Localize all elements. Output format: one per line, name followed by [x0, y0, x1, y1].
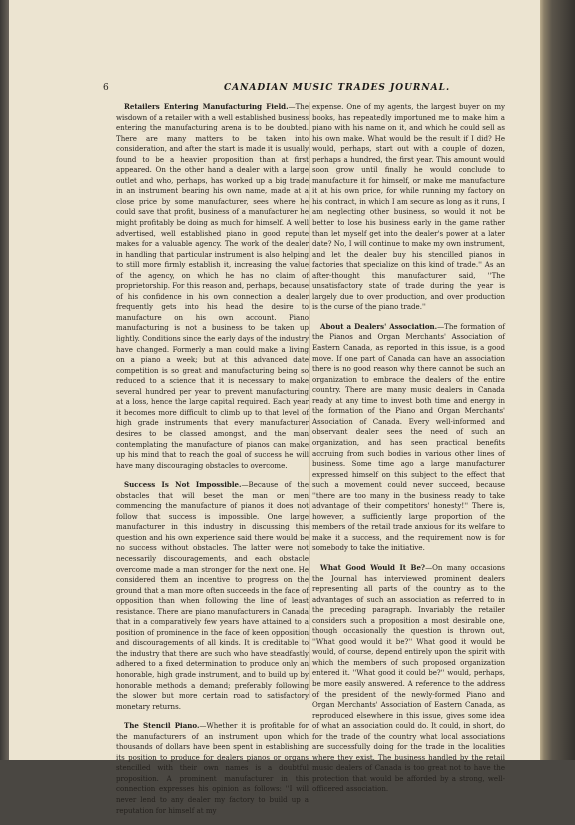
paragraph-body: expense. One of my agents, the largest buyer on my books, has repeatedly importuned me to make him a piano with his name on it, and which he could sell as his own make. What would be the result if I did? He would, perhaps, start out with a couple of dozen, perhaps a hundred, the first year. This amount would soon grow until finally he would conclude to manufacture it for himself, or make me manufacture it at his own price, for while running my factory on his contract, in which I am secure as long as it runs, I am neglecting other business, so would it not be better to lose his business early in the game rather than let myself get into the dealer's power at a later date? No, I will continue to make my own instrument, and let the dealer buy his stencilled pianos in factories that specialize on this kind of trade.'' As an after-thought this manufacturer said, ''The unsatisfactory state of trade during the year is largely due to over production, and over production is the curse of the piano trade.'' — [312, 102, 505, 312]
paragraph-body: —The formation of the Pianos and Organ Merchants' Association of Eastern Canada, as reported in this issue, is a good move. If one part of Canada can have an association there is no good reason why there cannot be such an organization to embrace the dealers of the entire country. There are many music dealers in Canada ready at any time to invest both time and energy in the formation of the Piano and Organ Merchants' Association of Canada. Every well-informed and observant dealer sees the need of such an organization, and has seen practical benefits accruing from such bodies in various other lines of business. Some time ago a large manufacturer expressed himself on this subject to the effect that such a movement could never succeed, because ''there are too many in the business ready to take advantage of their competitors' honesty!'' There is, however, a sufficiently large proportion of the members of the retail trade anxious for its welfare to make it a success, and the requirement now is for somebody to take the initiative. — [312, 321, 505, 553]
paragraph-heading: What Good Would It Be? — [320, 562, 426, 572]
paragraph — [116, 480, 309, 712]
paragraph-body: —On many occasions the Journal has interviewed prominent dealers representing all parts of the country as to the advantages of such an association as referred to in the preceding paragraph. Invariably the retailer considers such a proposition a most desirable one, though occasionally the question is thrown out, ''What good would it be?'' What good it would be would, of course, depend entirely upon the spirit with which the members of such proposed organization entered it. ''What good it could be?'' would, perhaps, be more easily answered. A reference to the address of the president of the newly-formed Piano and Organ Merchants' Association of Eastern Canada, as reproduced elsewhere in this issue, gives some idea of what an association could do. It could, in short, do for the trade of the country what local associations are successfully doing for the trade in the localities where they exist. The business handled by the retail music dealers of Canada is too great not to have the protection that would be afforded by a strong, well-officered association. — [312, 562, 505, 794]
page-number: 6 — [103, 83, 109, 93]
column-divider — [309, 102, 310, 698]
paragraph-heading: Retailers Entering Manufacturing Field. — [124, 102, 289, 111]
paragraph-body: —Because of the obstacles that will beset the man or men commencing the manufacture of pianos it does not follow that success is impossible. One large manufacturer in this industry in discussing this question and his own experience said there would be no success without obstacles. The latter were not necessarily discouragements, and each obstacle overcome made a man stronger for the next one. He considered them an incentive to progress on the ground that a man more often succeeds in the face of opposition than when following the line of least resistance. There are piano manufacturers in Canada that in a comparatively few years have attained to a position of prominence in the face of keen opposition and discouragements of all kinds. It is creditable to the industry that there are such who have steadfastly adhered to a fixed determination to produce only an honorable, high grade instrument, and to build up by honorable methods a demand; preferably following the slower but more certain road to satisfactory monetary returns. — [116, 480, 310, 711]
right-column — [312, 102, 505, 804]
paragraph — [312, 322, 505, 554]
left-scan-shadow — [0, 0, 9, 760]
paragraph-heading: About a Dealers' Association. — [320, 321, 438, 331]
paragraph-heading: Success Is Not Impossible. — [124, 480, 242, 490]
left-column — [116, 102, 309, 825]
paragraph — [116, 721, 309, 816]
book-edge — [540, 0, 575, 760]
paragraph — [116, 102, 309, 471]
paragraph — [312, 563, 505, 795]
running-head: CANADIAN MUSIC TRADES JOURNAL. — [224, 83, 451, 93]
paragraph-body: —Whether it is profitable for the manufacturers of an instrument upon which thousands of dollars have been spent in establishing its position to produce for dealers pianos or organs stencilled with their own names is a doubtful proposition. A prominent manufacturer in this connection expresses his opinion as follows: ''I will never lend to any dealer my factory to build up a reputation for himself at my — [116, 721, 309, 815]
paragraph — [312, 102, 505, 313]
paragraph-heading: The Stencil Piano. — [124, 721, 200, 731]
paragraph-body: —The wisdown of a retailer with a well established business entering the manufacturing arena is to be doubted. There are many matters to be taken into consideration, and after the start is made it is usually found to be a heavier proposition than at first appeared. On the other hand a dealer with a large outlet and who, perhaps, has worked up a big trade in an instrument bearing his own name, made at a close price by some manufacturer, sees where he could save that profit, business of a manufacturer he might profitably be doing as much for himself. A well advertised, well established piano in good repute makes for a valuable agency. The work of the dealer in handling that particular instrument is also helping to still more firmly establish it, increasing the value of the agency, on which he has no claim of proprietorship. For this reason and, perhaps, because of his confidence in his own connection a dealer frequently gets into his head the desire to manufacture on his own account. Piano manufacturing is not a business to be taken up lightly. Conditions since the early days of the industry have changed. Formerly a man could make a living on a piano a week; but at this advanced date competition is so great and manufacturing being so reduced to a science that it is necessary to make several hundred per year to prevent manufacturing at a loss, hence the large capital required. Each year it becomes more difficult to climb up to that level of high grade instruments that every manufacturer desires to be classed amongst, and the man contemplating the manufacture of pianos can make up his mind that to reach the goal of success he will have many discouraging obstacles to overcome. — [116, 102, 309, 470]
